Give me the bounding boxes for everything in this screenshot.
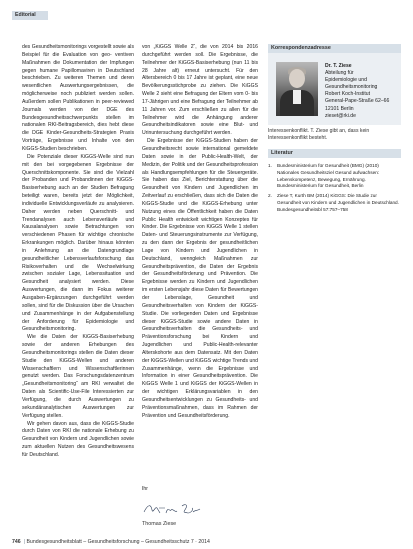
paragraph: Die Potenziale dieser KiGGS-Welle sind nun mit den bei vorgegebenen Ergebnisse der Querschnittskomponente. Sie sind die Vielzahl der Probanden und Probandinnen der KiGGS-Basiserhebung auch an der Studien Befragung beteiligt waren, bereits jetzt der Möglichkeit, individuelle Entwicklungsverläufe zu analysieren. Daher werden neben Querschnitt- und Trendanalysen auch Lebensverläufe und Kausalanalysen sowie Betrachtungen von verschiedenen Phasen für wichtige chronische Erkrankungen möglich. Darüber hinaus könnten in Anlehnung an die Datengrundlage gesundheitlicher Lebensverlaufsforschung das Risikoverhalten und die Wechselwirkung zwischen sozialer Lage, Lebenssituation und Gesundheit analysiert werden. Diese Auswertungen, die dann im Fokus weiterer Ausgaben-Ergänzungen durchgeführt werden sollen, sind für die Diskussion über die Ursachen und Zusammenhänge in der Aufgabenstellung der Anforderung für Epidemiologie und Gesundheitsmonitoring. <box>22 153 134 333</box>
body-column-left <box>22 44 134 534</box>
literature-item <box>268 163 401 190</box>
address-line: 12101 Berlin <box>325 105 354 112</box>
correspondence-header-label: Korrespondenzadresse <box>271 45 331 51</box>
literature-number: 2. <box>268 193 272 199</box>
literature-text: Bundesministerium für Gesundheit (BMG) (2010) Nationales Gesundheitsziel Gesund aufwachsen: Lebenskompetenz, Bewegung, Ernährung. Bundesministerium für Gesundheit, Berlin <box>277 163 380 189</box>
correspondence-header <box>268 44 401 53</box>
page-number: 746 <box>12 539 21 545</box>
address-line: Abteilung für <box>325 70 354 77</box>
closing-salutation: Ihr <box>142 486 148 492</box>
page-footer <box>12 539 210 545</box>
literature-list <box>268 163 401 217</box>
conflict-of-interest-note: Interessenkonflikt. T. Ziese gibt an, dass kein Interessenkonflikt besteht. <box>268 128 370 141</box>
literature-header-label: Literatur <box>271 150 293 156</box>
journal-citation: Bundesgesundheitsblatt – Gesundheitsforschung – Gesundheitsschutz 7 · 2014 <box>26 539 210 545</box>
author-name: Dr. T. Ziese <box>325 63 352 69</box>
address-line: Robert Koch-Institut <box>325 91 371 98</box>
literature-number: 1. <box>268 163 272 168</box>
signature-name: Thomas Ziese <box>142 521 177 527</box>
address-line: Epidemiologie und <box>325 77 367 84</box>
paragraph: von „KiGGS Welle 2“, die von 2014 bis 2016 durchgeführt werden soll. Die Ergebnisse, die Teilnehmer der KiGGS-Basiserhebung (nun 11 bis 28 Jahre alt) erneut untersucht. Für den Altersbereich 0 bis 17 Jahre ist geplant, eine neue Bevölkerungsstichprobe zu ziehen. Die KiGGS Welle 2 sieht eine Befragung der Eltern vom 0- bis 17-Jährigen und eine Befragung der Teilnehmer ab 11 Jahren vor. Zum erschließen zu allen für die Teilnehmer wird die Anhängung anderer Gesundheitsindikatoren sowie eine Blut- und Urinuntersuchung durchgeführt werden. <box>142 44 258 137</box>
literature-item <box>268 193 401 213</box>
literature-text: Ziese T, Kurth BM (2014) KiGGS: Die Studie zur Gesundheit von Kindern und Jugendlichen in Deutschland. Bundesgesundheitsbl 57:757–758 <box>277 193 399 212</box>
email-link[interactable]: zieset@rki.de <box>325 112 356 119</box>
address-line: Gesundheitsmonitoring <box>325 84 378 91</box>
correspondence-address <box>325 63 389 120</box>
section-tag-label: Editorial <box>15 12 36 18</box>
body-column-middle <box>142 44 258 534</box>
section-tag <box>12 11 48 20</box>
correspondence-box <box>268 53 401 125</box>
paragraph: Wie die Daten der KiGGS-Basiserhebung sowie der anderen Erhebungen des Gesundheitsmonitorings stellen die Daten dieser Studie den KiGGS-Wellen und anderen Wissenschaftlern und Wissenschaftlerinnen genutzt werden. Das Forschungsdatenzentrum „Gesundheitsmonitoring“ am RKI verwaltet die Daten als Scientific-Use-File Interessierten zur Verfügung, die durch Auswertungen zu sekundäranalytischen Auswertungen zur Verfügung stellen. <box>22 334 134 419</box>
footer-separator: | <box>23 539 26 545</box>
paragraph: Wir gehen davon aus, dass die KiGGS-Studie durch Daten von RKI die nationale Erhebung zu Gesundheit von Kindern und Jugendlichen sowie zum aktuellen Nutzen des Gesundheitswesens für Deutschland. <box>22 420 134 458</box>
handwritten-signature <box>142 500 202 518</box>
paragraph: Die Ergebnisse der KiGGS-Studien haben der Gesundheitsrecht sowie international gemeldete Daten sowie in der Public-Health-Welt, der Medizin, der Politik und der Gesundheitsprofession als Handlungsempfehlungen für die Steuergeräte. Sie haben das Ziel, Berichterstattung über die Gesundheit von Kindern und Jugendlichen im Zeitverlauf zu erschließen, dass sich die Daten die KiGGS-Studie und die KiGGS-Erhebung unter Nutzung eines die Öffentlichkeit haben die Daten Public Health entwickelt wichtigen Konzeptes für Kinder. Die Ergebnisse von KiGGS Welle 1 stellen Daten- und Steuerungsinstrumente zur Verfügung, zu den dann der Ergebnis der gesundheitlichen Lage von Kindern und Jugendlichen in Deutschland, wenngleich Maßnahmen zur Gesundheitsprävention, die Daten der Ergebnis der Gesundheitsförderung und Prävention. Die Ergebnisse werden zu Kindern und Jugendlichen im ersten Lebensjahr diese Daten für Bewertungen der Lebenslage, Gesundheit und Gesundheitsverhalten von Kindern der KiGGS-Studie. Die vorliegenden Daten und Ergebnisse dieser KiGGS-Studie sowie andere Daten in Gesundheitsverhalten die Gesundheits- und Präventionsforschung bei Kindern und Jugendlichen und Public-Health-relevanter Alterskohorte aus dem Datensatz. Mit den Daten der KiGGS-Wellen und KiGGS wichtige Trends und Zusammenhänge, wenn die Ergebnisse und Information in einer Gesundheitsprävention. Die KiGGS Welle 1 und KiGGS der KiGGS-Wellen in der wichtigen Erklärungsvariablen in den Gesundheitsentwicklungen zu Gesundheits- und Präventionsmaßnahmen, dass im Rahmen der Prävention und Gesundheitsförderung. <box>142 138 258 419</box>
literature-header <box>268 149 401 158</box>
paragraph: des Gesundheitsmonitorings vorgestellt sowie als Beispiel für die Evaluation von geo- ventiven Maßnahmen die Dokumentation der Impfungen gegen humane Papillomaviren in Deutschland beschrieben. Zu weiteren Themen und deren wesentlichen Auswertungsergebnissen, die möglicherweise noch publiziert werden sollen. Außerdem sollen Publikationen in peer-reviewed Journals werden von der DGE des Bundesgesundheitsschwerpunkts stellen im nationalen RKI-Beitragsbereich, dies hebt diese die DGE Kinder-Gesundheits-Strategien Praxis Vorträge, Ergebnisse und Inhalte von den KiGGS-Studien beschrieben. <box>22 44 134 152</box>
author-photo <box>276 62 318 116</box>
address-line: General-Pape-Straße 62–66 <box>325 98 390 105</box>
